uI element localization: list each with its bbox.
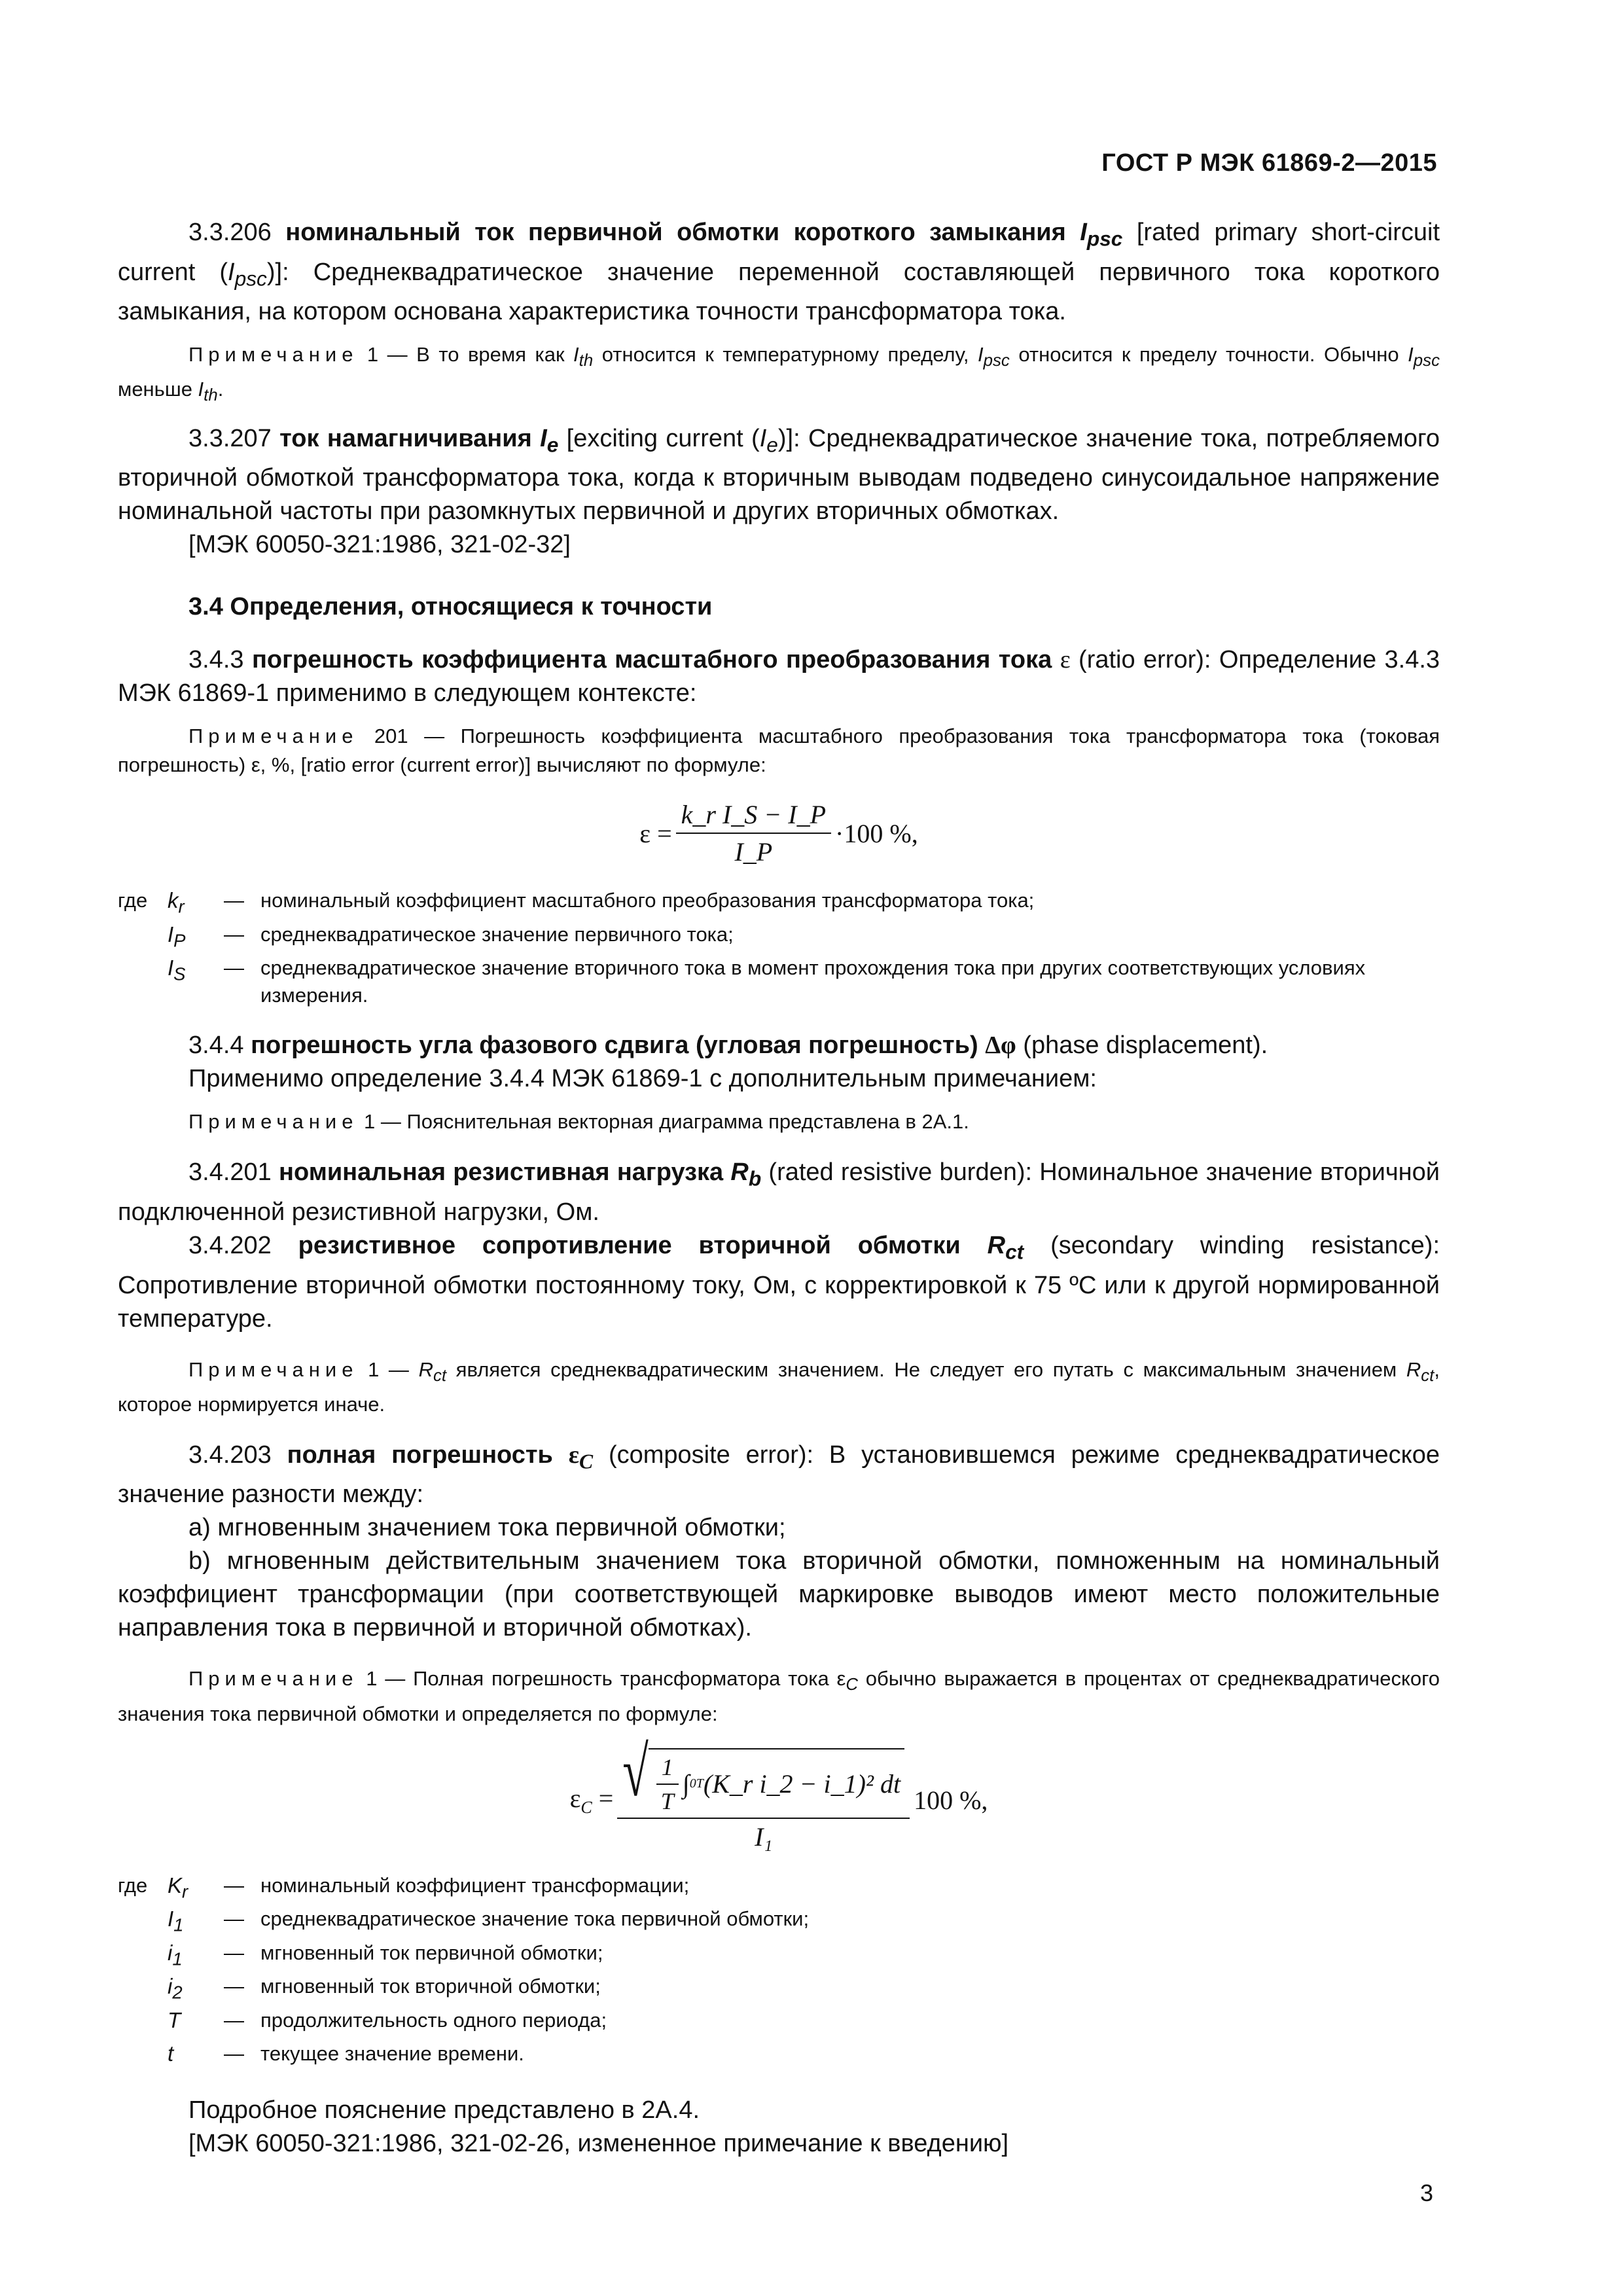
page-number: 3 bbox=[1419, 2179, 1433, 2206]
where-row: $I_S$ — среднеквадратическое значение вторичного тока в момент прохождения тока при других соответствующих условиях измерения. bbox=[168, 956, 1366, 1007]
term: номинальный ток первичной обмотки короткого замыкания bbox=[285, 219, 1066, 246]
clause-3-4-4-line2: Применимо определение 3.4.4 МЭК 61869-1 с дополнительным примечанием: bbox=[188, 1065, 1097, 1093]
formula-denominator: I_P bbox=[734, 837, 773, 867]
formula-tail: 100 %, bbox=[914, 1785, 988, 1815]
where-row: где $K_r$ — номинальный коэффициент трансформации; bbox=[118, 1873, 690, 1902]
where-row: $i_2$ — мгновенный ток вторичной обмотки; bbox=[168, 1974, 601, 2003]
clause-3-4-202: 3.4.202 резистивное сопротивление вторичной обмотки $R_{ct}$ (secondary winding resistance): Сопротивление вторичной обмотки постоянному току, Ом, с корректировкой к 75 ºС или к другой нормированной температуре. bbox=[118, 1231, 1440, 1333]
note-3-4-202: Примечание 1 — $R_{ct}$ является среднеквадратическим значением. Не следует его путать с максимальным значением $R_{ct}$, которое нормируется иначе. bbox=[118, 1357, 1440, 1416]
formula-lhs: ε = bbox=[639, 818, 672, 848]
formula-fraction bbox=[617, 1732, 910, 1852]
doc-code-header: ГОСТ Р МЭК 61869-2—2015 bbox=[1101, 149, 1437, 177]
clause-3-4-4: 3.4.4 погрешность угла фазового сдвига (угловая погрешность) Δφ (phase displacement). bbox=[188, 1031, 1268, 1060]
clause-3-4-3: 3.4.3 погрешность коэффициента масштабного преобразования тока ε (ratio error): Определение 3.4.3 МЭК 61869-1 применимо в следующем контексте: bbox=[118, 646, 1440, 708]
clause-3-3-206: 3.3.206 номинальный ток первичной обмотки короткого замыкания $I_{psc}$ [rated primary short-circuit current $(I_{psc})$]: Среднеквадратическое значение переменной составляющей первичного тока короткого замыкания, на котором основана характеристика точности трансформатора тока. bbox=[118, 219, 1440, 326]
formula-numerator: k_r I_S − I_P bbox=[676, 799, 831, 834]
closing-reference: [МЭК 60050-321:1986, 321-02-26, измененное примечание к введению] bbox=[188, 2130, 1009, 2158]
where-list-2 bbox=[118, 1872, 1440, 2075]
where-row: $I_1$ — среднеквадратическое значение тока первичной обмотки; bbox=[168, 1907, 810, 1935]
formula-denominator: I₁ bbox=[755, 1821, 773, 1852]
note-3-3-206: Примечание 1 — В то время как $I_{th}$ относится к температурному пределу, $I_{psc}$ относится к пределу точности. Обычно $I_{psc}$ меньше $I_{th}$. bbox=[118, 343, 1440, 405]
note-3-4-4: Примечание 1 — Пояснительная векторная диаграмма представлена в 2А.1. bbox=[188, 1110, 969, 1134]
formula-tail: ·100 %, bbox=[835, 818, 918, 848]
note-3-4-203: Примечание 1 — Полная погрешность трансформатора тока $\varepsilon_C$ обычно выражается в процентах от среднеквадратического значения тока первичной обмотки и определяется по формуле: bbox=[118, 1667, 1440, 1725]
clause-3-3-207: 3.3.207 ток намагничивания $I_e$ [exciting current $(I_e)$]: Среднеквадратическое значение тока, потребляемого вторичной обмоткой трансформатора тока, когда к вторичным выводам подведено синусоидальное напряжение номинальной частоты при разомкнутых первичной и других вторичных обмотках. bbox=[118, 424, 1440, 526]
where-row: где $k_r$ — номинальный коэффициент масштабного преобразования трансформатора тока; bbox=[118, 888, 1035, 917]
composite-error-formula bbox=[118, 1732, 1440, 1852]
formula-fraction bbox=[676, 799, 831, 867]
clause-3-4-201: 3.4.201 номинальная резистивная нагрузка $R_b$ (rated resistive burden): Номинальное значение вторичной подключенной резистивной нагрузки, Ом. bbox=[118, 1158, 1440, 1226]
where-list-1 bbox=[118, 887, 1440, 1009]
where-row: t — текущее значение времени. bbox=[168, 2041, 524, 2066]
where-row: $i_1$ — мгновенный ток первичной обмотки; bbox=[168, 1940, 603, 1969]
where-row: $I_P$ — среднеквадратическое значение первичного тока; bbox=[168, 922, 734, 951]
section-heading-3-4: 3.4 Определения, относящиеся к точности bbox=[188, 593, 713, 621]
note-201: Примечание 201 — Погрешность коэффициента масштабного преобразования тока трансформатора тока (токовая погрешность) ε, %, [ratio error (current error)] вычисляют по формуле: bbox=[118, 725, 1440, 777]
clause-3-4-203: 3.4.203 полная погрешность $\varepsilon_C$ (composite error): В установившемся режиме среднеквадратическое значение разности между: bbox=[118, 1441, 1440, 1509]
formula-numerator: √ $\frac{1}{T}$ ∫ 0 T (K_r i_2 − i_1)² dt bbox=[617, 1748, 910, 1819]
page-content bbox=[118, 216, 1440, 2161]
clause-3-4-203-item-b: b) мгновенным действительным значением тока вторичной обмотки, помноженным на номинальный коэффициент трансформации (при соответствующей маркировке выводов имеют место положительные направления тока в первичной и вторичной обмотках). bbox=[118, 1547, 1440, 1642]
reference-3-3-207: [МЭК 60050-321:1986, 321-02-32] bbox=[188, 531, 571, 559]
closing-line-1: Подробное пояснение представлено в 2А.4. bbox=[188, 2096, 700, 2125]
formula-lhs: $\varepsilon_C$ = bbox=[569, 1783, 614, 1817]
ratio-error-formula bbox=[118, 799, 1440, 867]
where-row: T — продолжительность одного периода; bbox=[168, 2007, 607, 2032]
clause-3-4-203-item-a: a) мгновенным значением тока первичной обмотки; bbox=[188, 1514, 786, 1542]
